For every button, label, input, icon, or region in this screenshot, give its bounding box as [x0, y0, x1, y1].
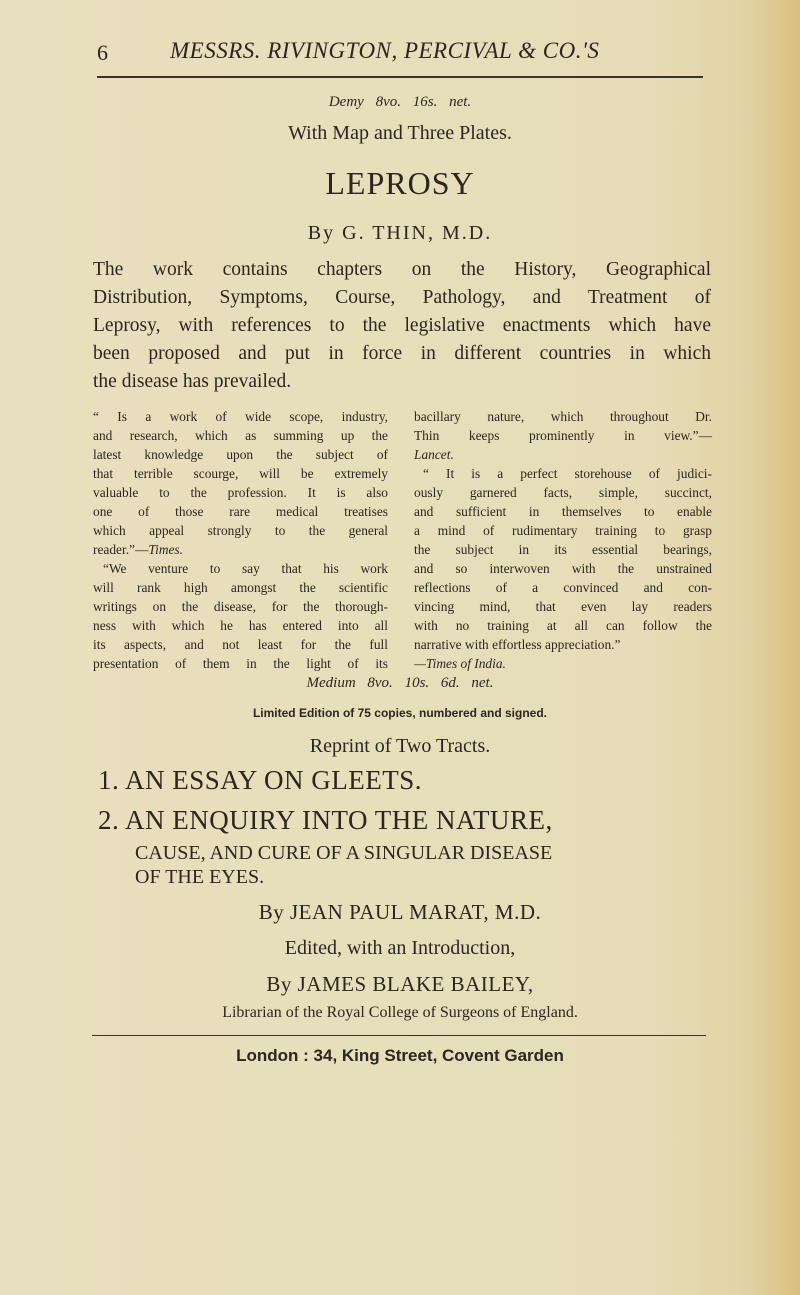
review-line: and research, which as summing up the: [93, 428, 388, 443]
review-line: valuable to the profession. It is also: [93, 485, 388, 500]
review-line: reader.”—: [93, 542, 149, 557]
book-format: Medium 8vo.: [306, 675, 393, 691]
tract-2-line: OF THE EYES.: [135, 866, 265, 888]
format-price: [0, 675, 800, 692]
review-line: latest knowledge upon the subject of: [93, 447, 388, 462]
review-source: —Times of India.: [414, 656, 506, 671]
book-author: By JEAN PAUL MARAT, M.D.: [258, 900, 542, 924]
review-line: which appeal strongly to the general: [93, 523, 388, 538]
footer-rule: [92, 1035, 706, 1036]
editor-title: Librarian of the Royal College of Surgeons of England.: [222, 1004, 578, 1021]
review-line: bacillary nature, which throughout Dr.: [414, 409, 712, 424]
description-line: the disease has prevailed.: [93, 371, 292, 392]
review-line: one of those rare medical treatises: [93, 504, 388, 519]
book-editor: By JAMES BLAKE BAILEY,: [266, 972, 534, 996]
review-line: a mind of rudimentary training to grasp: [414, 523, 712, 538]
review-line: “ Is a work of wide scope, industry,: [93, 409, 388, 424]
book-price: 16s. net.: [412, 94, 472, 110]
review-line: with no training at all can follow the: [414, 618, 712, 633]
review-line: Thin keeps prominently in view.”—: [414, 428, 712, 443]
review-source-line: [93, 542, 183, 558]
book-author: By G. THIN, M.D.: [307, 222, 493, 244]
format-price: [0, 94, 800, 111]
tract-2-line: 2. AN ENQUIRY INTO THE NATURE,: [98, 805, 553, 835]
review-line: ously garnered facts, simple, succinct,: [414, 485, 712, 500]
description-line: been proposed and put in force in different countries in which: [93, 343, 711, 364]
description-line: Distribution, Symptoms, Course, Pathology, and Treatment of: [93, 287, 711, 308]
header-rule: [97, 76, 703, 78]
review-line: ness with which he has entered into all: [93, 618, 388, 633]
review-line: vincing mind, that even lay readers: [414, 599, 712, 614]
book-format: Demy 8vo.: [328, 94, 401, 110]
review-line: and sufficient in themselves to enable: [414, 504, 712, 519]
review-source: Times.: [148, 542, 183, 557]
review-line: writings on the disease, for the thorough-: [93, 599, 388, 614]
plates-note: With Map and Three Plates.: [288, 122, 512, 144]
review-source: Lancet.: [414, 447, 454, 462]
review-line: and so interwoven with the unstrained: [414, 561, 712, 576]
review-line: will rank high amongst the scientific: [93, 580, 388, 595]
description-line: Leprosy, with references to the legislative enactments which have: [93, 315, 711, 336]
limited-edition: Limited Edition of 75 copies, numbered and signed.: [252, 706, 548, 720]
review-line: its aspects, and not least for the full: [93, 637, 388, 652]
review-line: narrative with effortless appreciation.”: [414, 637, 621, 652]
review-line: the subject in its essential bearings,: [414, 542, 712, 557]
publisher-address: London : 34, King Street, Covent Garden: [236, 1046, 564, 1065]
reprint-subtitle: Reprint of Two Tracts.: [309, 735, 491, 757]
tract-2-line: CAUSE, AND CURE OF A SINGULAR DISEASE: [135, 842, 553, 864]
edited-note: Edited, with an Introduction,: [284, 937, 516, 959]
running-title: MESSRS. RIVINGTON, PERCIVAL & CO.'S: [170, 38, 600, 63]
page-number: 6: [97, 40, 108, 65]
review-line: “ It is a perfect storehouse of judici-: [423, 466, 712, 481]
review-line: that terrible scourge, will be extremely: [93, 466, 388, 481]
description-line: The work contains chapters on the History, Geographical: [93, 259, 711, 280]
review-line: “We venture to say that his work: [103, 561, 388, 576]
tract-1: 1. AN ESSAY ON GLEETS.: [98, 765, 423, 795]
book-price: 10s. 6d. net.: [404, 675, 494, 691]
review-line: reflections of a convinced and con-: [414, 580, 712, 595]
review-line: presentation of them in the light of its: [93, 656, 388, 671]
book-title: LEPROSY: [325, 165, 475, 201]
